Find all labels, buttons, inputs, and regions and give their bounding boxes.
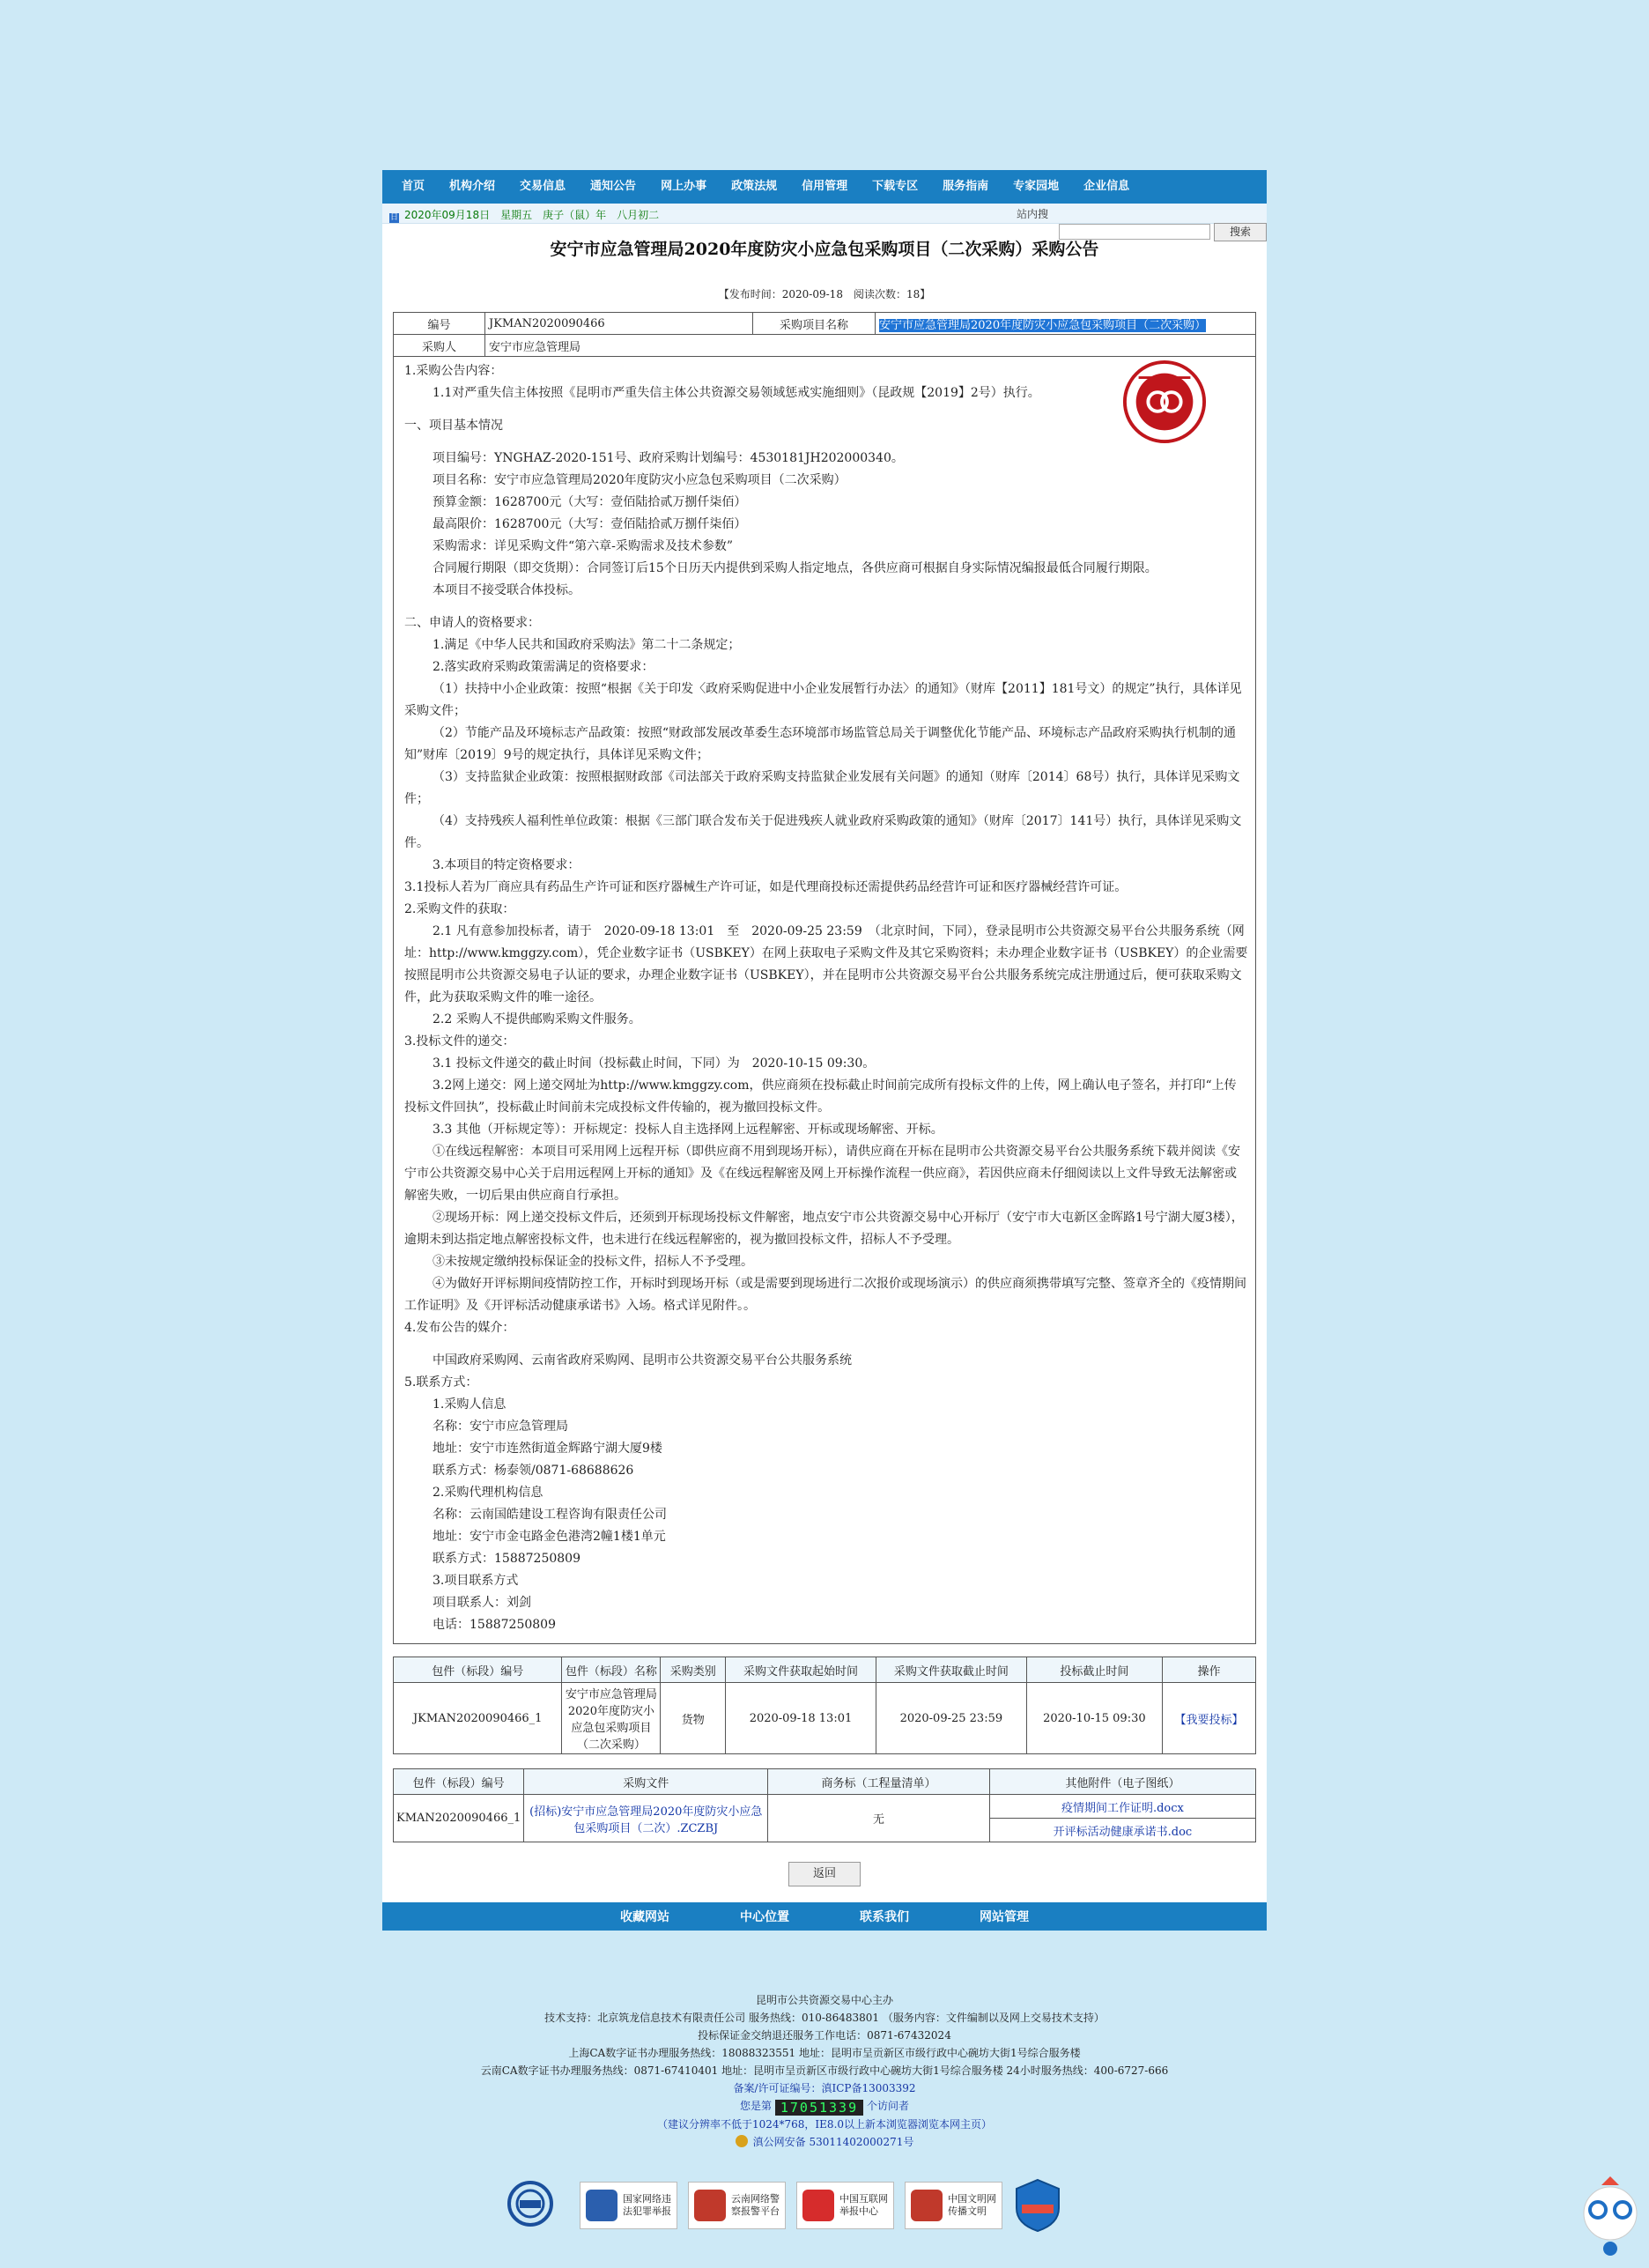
attachment-link-1[interactable]: 疫情期间工作证明.docx [989,1795,1255,1819]
business-bid-value: 无 [768,1795,990,1842]
package-header-1: 包件（标段）名称 [562,1657,661,1683]
content-line: 地址：安宁市连然街道金辉路宁湖大厦9楼 [433,1442,662,1456]
package-type: 货物 [661,1683,726,1754]
footer-badge-3[interactable] [905,2182,1002,2229]
back-button[interactable]: 返回 [788,1862,861,1886]
nav-item-4[interactable]: 网上办事 [661,180,707,193]
content-line: 项目编号：YNGHAZ-2020-151号、政府采购计划编号：4530181JH202000340。 [433,451,904,465]
content-line: 5.联系方式： [404,1375,478,1390]
police-record-text: 滇公网安备 53011402000271号 [752,2136,914,2148]
bid-button[interactable]: 【我要投标】 [1162,1683,1255,1754]
body-lines [404,360,1248,1636]
package-deadline: 2020-10-15 09:30 [1026,1683,1162,1754]
content-line: 预算金额：1628700元（大写：壹佰陆拾贰万捌仟柒佰） [433,495,747,509]
footer-nav-item-3[interactable]: 网站管理 [980,1910,1029,1924]
project-name-label: 采购项目名称 [753,313,876,335]
package-header-2: 采购类别 [661,1657,726,1683]
police-badge-icon [736,2135,748,2147]
mascot-icon[interactable] [1575,2169,1645,2257]
content-line: 3.3 其他（开标规定等）：开标规定：投标人自主选择网上远程解密、开标或现场解密、开标。 [433,1123,943,1137]
content-line: 2.1 凡有意参加投标者，请于 2020-09-18 13:01 至 2020-09-25 23:59 （北京时间，下同），登录昆明市公共资源交易平台公共服务系统（网址：http://www.kmggzy.com），凭企业数字证书（USBKEY）在网上获取电子采购文件及其它采购资料；未办理企业数字证书（USBKEY）的企业需要按照昆明市公共资源交易电子认证的要求，办理企业数字证书（USBKEY），并在昆明市公共资源交易平台公共服务系统完成注册通过后，便可获取采购文件，此为获取采购文件的唯一途径。 [404,924,1248,1004]
nav-item-1[interactable]: 机构介绍 [449,180,496,193]
content-line: 3.本项目的特定资格要求： [433,858,580,872]
page-container [382,170,1267,1931]
attachment-link-2[interactable]: 开评标活动健康承诺书.doc [989,1819,1255,1842]
footer-nav-item-1[interactable]: 中心位置 [740,1910,789,1924]
package-header-6: 操作 [1162,1657,1255,1683]
content-line: （4）支持残疾人福利性单位政策：根据《三部门联合发布关于促进残疾人就业政府采购政策的通知》（财库〔2017〕141号）执行，具体详见采购文件。 [404,814,1242,850]
content-line: 1.采购公告内容： [404,364,503,378]
nav-item-9[interactable]: 专家园地 [1013,180,1060,193]
nav-item-2[interactable]: 交易信息 [520,180,566,193]
public-institution-icon[interactable] [1013,2178,1062,2233]
content-line: ②现场开标：网上递交投标文件后，还须到开标现场投标文件解密，地点安宁市公共资源交易中心开标厅（安宁市大屯新区金晖路1号宁湖大厦3楼），逾期未到达指定地点解密投标文件，也未进行在线远程解密的，视为撤回投标文件，招标人不予受理。 [404,1211,1244,1247]
nav-item-5[interactable]: 政策法规 [731,180,778,193]
number-value: JKMAN2020090466 [485,313,753,335]
procurement-file-link[interactable]: (招标)安宁市应急管理局2020年度防灾小应急包采购项目（二次）.ZCZBJ [524,1795,768,1842]
date-text [389,207,659,223]
footer-deposit: 投标保证金交纳退还服务工作电话：0871-67432024 [698,2029,951,2042]
project-name-value [876,313,1256,335]
content-line: 名称：安宁市应急管理局 [433,1419,568,1434]
footer-ynca: 云南CA数字证书办理服务热线：0871-67410401 地址：昆明市呈贡新区市级行政中心碗坊大街1号综合服务楼 24小时服务热线：400-6727-666 [480,2064,1169,2077]
footer [382,1991,1267,2151]
footer-badge-1[interactable] [688,2182,786,2229]
badge-label: 中国文明网 传播文明 [948,2193,996,2217]
table-row [394,1683,1256,1754]
badge-logo-icon [802,2190,834,2221]
package-header-4: 采购文件获取截止时间 [876,1657,1026,1683]
content-line: 3.1投标人若为厂商应具有药品生产许可证和医疗器械生产许可证，如是代理商投标还需提供药品经营许可证和医疗器械经营许可证。 [404,880,1128,894]
badge-list [580,2182,1013,2229]
content-line: 3.2网上递交：网上递交网址为http://www.kmggzy.com，供应商须在投标截止时间前完成所有投标文件的上传，网上确认电子签名，并打印“上传投标文件回执”，投标截止时间前未完成投标文件传输的，视为撤回投标文件。 [404,1078,1237,1115]
calendar-icon: 日 [389,213,398,222]
content-line: ④为做好开评标期间疫情防控工作，开标时到现场开标（或是需要到现场进行二次报价或现场演示）的供应商须携带填写完整、签章齐全的《疫情期间工作证明》及《开评标活动健康承诺书》入场。格式详见附件。。 [404,1277,1246,1313]
badge-label: 国家网络违 法犯罪举报 [623,2193,671,2217]
content-line: 名称：云南国皓建设工程咨询有限责任公司 [433,1508,667,1522]
content-line: 3.项目联系方式 [433,1574,519,1588]
files-header-3: 其他附件（电子图纸） [989,1769,1255,1795]
files-header-2: 商务标（工程量清单） [768,1769,990,1795]
package-header-5: 投标截止时间 [1026,1657,1162,1683]
package-name: 安宁市应急管理局2020年度防灾小应急包采购项目（二次采购） [562,1683,661,1754]
files-header-1: 采购文件 [524,1769,768,1795]
package-header-0: 包件（标段）编号 [394,1657,562,1683]
number-label: 编号 [394,313,485,335]
content-line: 4.发布公告的媒介： [404,1321,515,1335]
footer-nav-item-2[interactable]: 联系我们 [860,1910,909,1924]
badge-logo-icon [911,2190,943,2221]
files-header-0: 包件（标段）编号 [394,1769,524,1795]
footer-nav [382,1902,1267,1931]
files-table [393,1768,1256,1842]
content-line: 联系方式：杨泰领/0871-68688626 [433,1464,634,1478]
content-line: 3.1 投标文件递交的截止时间（投标截止时间，下同）为 2020-10-15 09:30。 [433,1056,876,1071]
content-line: 项目联系人：刘剑 [433,1596,531,1610]
footer-shca: 上海CA数字证书办理服务热线：18088323551 地址：昆明市呈贡新区市级行政中心碗坊大街1号综合服务楼 [568,2047,1081,2059]
content-line: （2）节能产品及环境标志产品政策：按照“财政部发展改革委生态环境部市场监管总局关于调整优化节能产品、环境标志产品政府采购执行机制的通知”财库〔2019〕9号的规定执行，具体详见采购文件； [404,726,1237,762]
content-line: 二、申请人的资格要求： [404,616,540,630]
content-line: 3.投标文件的递交： [404,1034,515,1049]
content-line: ③未按规定缴纳投标保证金的投标文件，招标人不予受理。 [433,1255,753,1269]
announcement-content [393,357,1256,1644]
package-header-3: 采购文件获取起始时间 [726,1657,876,1683]
footer-icp[interactable]: 备案/许可证编号：滇ICP备13003392 [733,2082,916,2094]
visit-suffix: 个访问者 [866,2100,909,2112]
content-line: 联系方式：15887250809 [433,1552,580,1566]
search-button[interactable]: 搜索 [1214,223,1267,241]
content-line: 地址：安宁市金屯路金色港湾2幢1楼1单元 [433,1530,666,1544]
nav-item-7[interactable]: 下载专区 [872,180,919,193]
footer-badge-0[interactable] [580,2182,677,2229]
visitor-counter-line [382,2097,1267,2116]
visit-prefix: 您是第 [740,2100,773,2112]
content-line: 2.落实政府采购政策需满足的资格要求： [433,660,654,674]
content-line: 一、项目基本情况 [404,419,503,433]
content-line: ①在线远程解密：本项目可采用网上远程开标（即供应商不用到现场开标），请供应商在开标在昆明市公共资源交易平台公共服务系统下载并阅读《安宁市公共资源交易中心关于启用远程网上开标的通知》及《在线远程解密及网上开标操作流程一供应商》，若因供应商未仔细阅读以上文件导致无法解密或解密失败，一切后果由供应商自行承担。 [404,1145,1240,1203]
package-code: JKMAN2020090466_1 [394,1683,562,1754]
main-nav [382,170,1267,204]
content-line: 合同履行期限（即交货期）：合同签订后15个日历天内提供到采购人指定地点，各供应商可根据自身实际情况编报最低合同履行期限。 [433,561,1157,575]
search-scope-label: 站内搜 [1017,208,1049,220]
footer-tech: 技术支持：北京筑龙信息技术有限责任公司 服务热线：010-86483801 （服务内容：文件编制以及网上交易技术支持） [544,2012,1105,2024]
file-package-code: KMAN2020090466_1 [394,1795,524,1842]
nav-item-3[interactable]: 通知公告 [590,180,637,193]
footer-police[interactable] [382,2133,1267,2151]
content-line: 最高限价：1628700元（大写：壹佰陆拾贰万捌仟柒佰） [433,517,747,531]
content-line: （1）扶持中小企业政策：按照“根据《关于印发〈政府采购促进中小企业发展暂行办法〉的通知》（财库【2011】181号文）的规定”执行，具体详见采购文件； [404,682,1242,718]
badge-label: 中国互联网 举报中心 [839,2193,888,2217]
files-table-header [394,1769,1256,1795]
package-end: 2020-09-25 23:59 [876,1683,1026,1754]
nav-item-6[interactable]: 信用管理 [802,180,848,193]
content-line: （3）支持监狱企业政策：按照根据财政部《司法部关于政府采购支持监狱企业发展有关问题》的通知（财库〔2014〕68号）执行，具体详见采购文件； [404,770,1240,806]
buyer-value: 安宁市应急管理局 [485,335,1256,357]
date-bar [382,204,1267,238]
content-line: 2.采购文件的获取： [404,902,515,916]
footer-badge-2[interactable] [796,2182,894,2229]
content-line: 1.满足《中华人民共和国政府采购法》第二十二条规定； [433,638,741,652]
ebs-logo-icon [504,2179,557,2232]
content-line: 电话：15887250809 [433,1618,556,1632]
buyer-label: 采购人 [394,335,485,357]
nav-item-0[interactable]: 首页 [402,180,425,193]
footer-nav-item-0[interactable]: 收藏网站 [620,1910,669,1924]
seal-icon [1121,359,1208,445]
footer-resolution: （建议分辨率不低于1024*768，IE8.0以上新本浏览器浏览本网主页） [656,2118,993,2131]
content-line: 采购需求：详见采购文件“第六章-采购需求及技术参数” [433,539,734,553]
table-row [394,1795,1256,1819]
publish-info: 【发布时间：2020-09-18 阅读次数：18】 [718,288,931,300]
content-line: 项目名称：安宁市应急管理局2020年度防灾小应急包采购项目（二次采购） [433,473,847,487]
package-table [393,1657,1256,1754]
package-start: 2020-09-18 13:01 [726,1683,876,1754]
content-line: 1.1对严重失信主体按照《昆明市严重失信主体公共资源交易领域惩戒实施细则》（昆政规【2019】2号）执行。 [433,386,1040,400]
project-name-highlight: 安宁市应急管理局2020年度防灾小应急包采购项目（二次采购） [879,318,1207,332]
content-line: 中国政府采购网、云南省政府采购网、昆明市公共资源交易平台公共服务系统 [433,1353,852,1367]
footer-badges [504,2175,1062,2236]
nav-item-10[interactable]: 企业信息 [1083,180,1130,193]
info-table [393,312,1256,357]
spacer [404,1339,1248,1350]
content-line: 本项目不接受联合体投标。 [433,583,580,597]
badge-label: 云南网络警 察报警平台 [731,2193,780,2217]
current-date: 2020年09月18日 星期五 庚子（鼠）年 八月初二 [404,209,660,221]
package-table-header [394,1657,1256,1683]
footer-host: 昆明市公共资源交易中心主办 [755,1994,893,2006]
badge-logo-icon [694,2190,726,2221]
search-input[interactable] [1059,224,1210,240]
content-line: 2.2 采购人不提供邮购采购文件服务。 [433,1012,641,1027]
visitor-counter: 17051339 [775,2100,863,2116]
badge-logo-icon [586,2190,617,2221]
page-title: 安宁市应急管理局2020年度防灾小应急包采购项目（二次采购）采购公告 [550,240,1099,259]
nav-item-8[interactable]: 服务指南 [943,180,989,193]
spacer [404,602,1248,612]
content-line: 1.采购人信息 [433,1397,507,1412]
content-line: 2.采购代理机构信息 [433,1486,544,1500]
